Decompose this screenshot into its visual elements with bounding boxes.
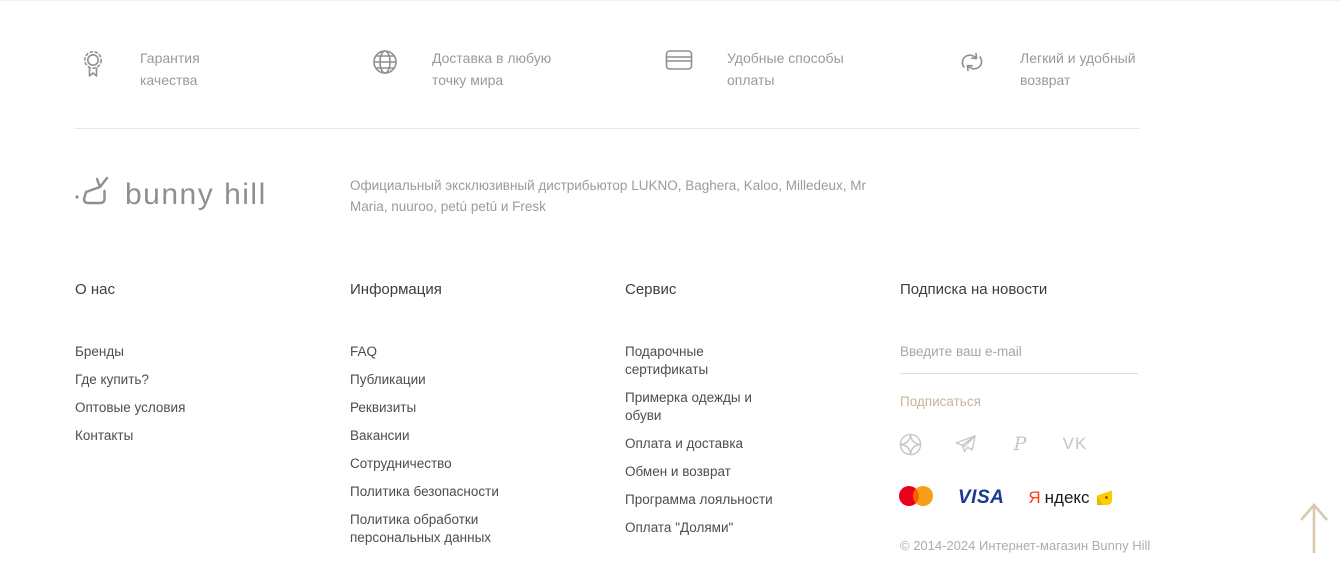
column-title: Информация <box>350 281 442 298</box>
globe-icon <box>372 49 398 80</box>
link-cooperation[interactable]: Сотрудничество <box>350 456 452 471</box>
list-item <box>350 483 610 501</box>
award-icon <box>80 49 106 84</box>
link-personal-data-policy[interactable]: Политика обработки персональных данных <box>350 512 492 545</box>
link-brands[interactable]: Бренды <box>75 344 124 359</box>
link-security-policy[interactable]: Политика безопасности <box>350 484 499 499</box>
link-loyalty-program[interactable]: Программа лояльности <box>625 492 773 507</box>
list-item <box>350 455 610 473</box>
email-input[interactable] <box>900 340 1138 374</box>
feature-label: Доставка в любую точку мира <box>432 50 552 88</box>
bunny-hill-logo[interactable] <box>73 171 267 218</box>
bunny-icon <box>73 171 115 218</box>
zen-icon[interactable] <box>898 432 922 456</box>
footer-column-about <box>75 281 335 455</box>
feature-quality <box>80 47 235 91</box>
list-item <box>350 371 610 389</box>
column-title: О нас <box>75 281 115 298</box>
link-contacts[interactable]: Контакты <box>75 428 134 443</box>
social-links <box>898 432 1087 456</box>
link-requisites[interactable]: Реквизиты <box>350 400 417 415</box>
arrow-up-icon <box>1294 499 1334 557</box>
link-where-to-buy[interactable]: Где купить? <box>75 372 149 387</box>
link-vacancies[interactable]: Вакансии <box>350 428 410 443</box>
subscribe-title: Подписка на новости <box>900 281 1048 298</box>
logo-text: bunny hill <box>125 177 267 211</box>
payment-methods <box>898 483 1114 513</box>
link-gift-certificates[interactable]: Подарочные сертификаты <box>625 344 709 377</box>
yandex-pay-icon <box>1095 489 1114 507</box>
footer-column-subscribe <box>900 281 1138 411</box>
feature-label: Гарантия качества <box>140 50 200 88</box>
feature-delivery <box>372 47 557 91</box>
credit-card-icon <box>665 49 693 76</box>
link-dolyame-payment[interactable]: Оплата "Долями" <box>625 520 734 535</box>
list-item <box>350 399 610 417</box>
column-title: Сервис <box>625 281 677 298</box>
list-item <box>625 463 885 481</box>
list-item <box>350 427 610 445</box>
list-item <box>625 343 885 379</box>
telegram-icon[interactable] <box>953 432 977 456</box>
list-item <box>625 491 885 509</box>
list-item <box>75 399 335 417</box>
link-faq[interactable]: FAQ <box>350 344 378 359</box>
feature-payment <box>665 47 852 91</box>
link-exchange-return[interactable]: Обмен и возврат <box>625 464 731 479</box>
visa-logo: VISA <box>958 487 1005 508</box>
divider <box>75 128 1140 129</box>
feature-label: Легкий и удобный возврат <box>1020 50 1136 88</box>
vk-icon[interactable]: VK <box>1062 434 1088 453</box>
link-list <box>75 343 335 445</box>
yandex-pay-logo: Я ндекс <box>1028 488 1113 508</box>
list-item <box>75 371 335 389</box>
list-item <box>75 343 335 361</box>
scroll-to-top-button[interactable] <box>1294 499 1334 557</box>
link-payment-delivery[interactable]: Оплата и доставка <box>625 436 744 451</box>
list-item <box>350 343 610 361</box>
list-item <box>625 519 885 537</box>
return-icon <box>958 49 986 80</box>
feature-label: Удобные способы оплаты <box>727 50 844 88</box>
list-item <box>625 435 885 453</box>
link-wholesale[interactable]: Оптовые условия <box>75 400 186 415</box>
copyright-text: © 2014-2024 Интернет-магазин Bunny Hill <box>900 538 1151 553</box>
footer-column-information <box>350 281 610 557</box>
link-publications[interactable]: Публикации <box>350 372 426 387</box>
feature-return <box>958 47 1155 91</box>
mastercard-logo <box>898 485 934 512</box>
link-list <box>625 343 885 537</box>
footer-column-service <box>625 281 885 547</box>
list-item <box>75 427 335 445</box>
brand-description: Официальный эксклюзивный дистрибьютор LUKNO, Baghera, Kaloo, Milledeux, Mr Maria, nuuroo, petú petú и Fresk <box>350 178 867 214</box>
list-item <box>625 389 885 425</box>
subscribe-button[interactable]: Подписаться <box>900 394 981 409</box>
pinterest-icon[interactable]: P <box>1013 433 1027 455</box>
list-item <box>350 511 610 547</box>
link-list <box>350 343 610 547</box>
link-fitting[interactable]: Примерка одежды и обуви <box>625 390 752 423</box>
